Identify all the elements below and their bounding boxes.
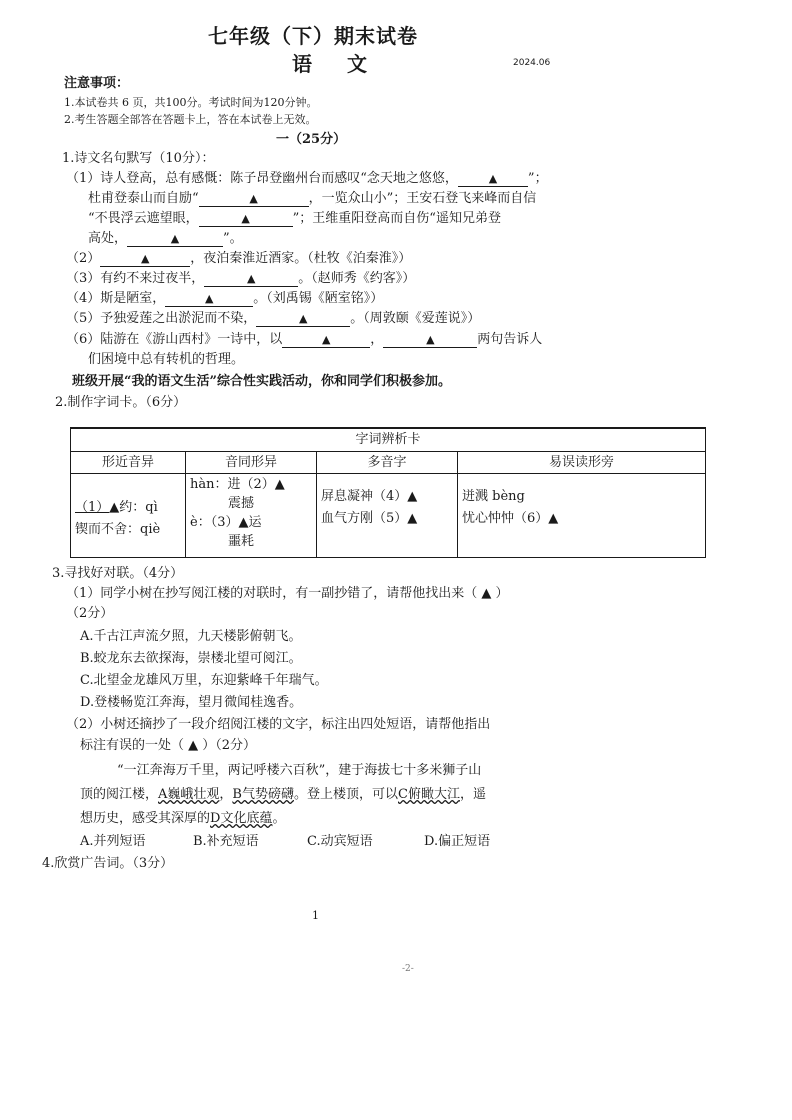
card-header: 音同形异 — [186, 452, 317, 474]
q3-option-d: D.登楼畅览江奔海，望月微闻桂逸香。 — [80, 695, 303, 710]
passage-line-1: “一江奔海万千里，两记呼楼六百秋”，建于海拔七十多米狮子山 — [117, 763, 482, 778]
answer-blank: ▲ — [199, 211, 293, 227]
q1-part2: （2） ▲ ，夜泊秦淮近酒家。（杜牧《泊秦淮》） — [66, 251, 412, 266]
subject-title: 语 文 — [292, 52, 381, 76]
card-header: 易误读形旁 — [458, 452, 706, 474]
card-cell-col1: （1）▲约：qì 锲而不舍：qiè — [71, 474, 186, 558]
card-header: 多音字 — [317, 452, 458, 474]
answer-blank: ▲ — [165, 291, 253, 307]
exam-title: 七年级（下）期末试卷 — [208, 24, 418, 48]
page-mark: -2- — [402, 964, 414, 974]
notes-heading: 注意事项： — [64, 76, 130, 91]
q1-part1-line2: 杜甫登泰山而自励“ ▲ ，一览众山小”；王安石登飞来峰而自信 — [88, 191, 537, 206]
q3-sub1-line2: （2分） — [66, 606, 114, 621]
q3-option-c: C.北望金龙雄风万里，东迎紫峰千年瑞气。 — [80, 673, 328, 688]
q3-sub1-line1: （1）同学小树在抄写阅江楼的对联时，有一副抄错了，请帮他找出来（ ▲ ） — [66, 586, 509, 601]
q1-part6-line2: 们困境中总有转机的哲理。 — [88, 352, 245, 367]
passage-line-3: 想历史，感受其深厚的D文化底蕴。 — [80, 811, 286, 826]
answer-choice-c: C.动宾短语 — [307, 834, 373, 849]
activity-intro: 班级开展“我的语文生活”综合性实践活动，你和同学们积极参加。 — [72, 374, 451, 389]
q3-option-b: B.蛟龙东去欲探海，崇楼北望可阅江。 — [80, 651, 302, 666]
card-cell-col2: hàn：进（2）▲ 震撼 è：（3）▲运 噩耗 — [186, 474, 317, 558]
answer-choice-b: B.补充短语 — [193, 834, 259, 849]
phrase-a: A巍峨壮观 — [158, 787, 220, 802]
section-heading: 一（25分） — [276, 132, 347, 147]
answer-blank: ▲ — [204, 271, 298, 287]
answer-choice-d: D.偏正短语 — [424, 834, 491, 849]
q1-part4: （4）斯是陋室， ▲ 。（刘禹锡《陋室铭》） — [66, 291, 384, 306]
q4-title: 4.欣赏广告词。（3分） — [42, 856, 174, 871]
q1-part3: （3）有约不来过夜半， ▲ 。（赵师秀《约客》） — [66, 271, 416, 286]
q1-part1-line4: 高处， ▲ ”。 — [88, 231, 243, 246]
q1-part5: （5）予独爱莲之出淤泥而不染， ▲ 。（周敦颐《爱莲说》） — [66, 311, 481, 326]
answer-blank: ▲ — [199, 191, 309, 207]
q1-part1-line3: “不畏浮云遮望眼， ▲ ”；王维重阳登高而自伤“遥知兄弟登 — [88, 211, 501, 226]
answer-blank: ▲ — [458, 171, 528, 187]
answer-blank: ▲ — [256, 311, 350, 327]
q3-option-a: A.千古江声流夕照，九天楼影俯朝飞。 — [80, 629, 302, 644]
card-cell-col4: 迸溅 bèng 忧心忡忡（6）▲ — [458, 474, 706, 558]
card-header: 形近音异 — [71, 452, 186, 474]
q3-sub2-line1: （2）小树还摘抄了一段介绍阅江楼的文字，标注出四处短语，请帮他指出 — [66, 717, 491, 732]
word-card-table — [70, 427, 706, 558]
note-item-2: 2.考生答题全部答在答题卡上，答在本试卷上无效。 — [64, 113, 317, 126]
note-item-1: 1.本试卷共 6 页，共100分。考试时间为120分钟。 — [64, 96, 318, 109]
passage-line-2: 顶的阅江楼，A巍峨壮观，B气势磅礴。登上楼顶，可以C俯瞰大江，遥 — [80, 787, 486, 802]
answer-blank: ▲ — [383, 332, 477, 348]
answer-blank: ▲ — [100, 251, 190, 267]
card-title: 字词辨析卡 — [71, 428, 706, 452]
phrase-d: D文化底蕴 — [210, 811, 273, 826]
page-number: 1 — [312, 909, 319, 922]
answer-blank: ▲ — [282, 332, 370, 348]
q1-part6-line1: （6）陆游在《游山西村》一诗中，以 ▲ ， ▲ 两句告诉人 — [66, 332, 543, 347]
q1-part1-line1: （1）诗人登高，总有感慨：陈子昂登幽州台而感叹“念天地之悠悠， ▲ ”； — [66, 171, 548, 186]
card-cell-col3: 屏息凝神（4）▲ 血气方刚（5）▲ — [317, 474, 458, 558]
exam-date: 2024.06 — [513, 58, 551, 68]
answer-choice-a: A.并列短语 — [80, 834, 146, 849]
phrase-c: C俯瞰大江 — [398, 787, 460, 802]
q2-title: 2.制作字词卡。（6分） — [55, 395, 187, 410]
phrase-b: B气势磅礴 — [232, 787, 294, 802]
q3-sub2-line2: 标注有误的一处（ ▲ ）（2分） — [80, 738, 257, 753]
q1-title: 1.诗文名句默写（10分）： — [62, 151, 215, 166]
q3-title: 3.寻找好对联。（4分） — [52, 566, 184, 581]
answer-blank: ▲ — [127, 231, 223, 247]
